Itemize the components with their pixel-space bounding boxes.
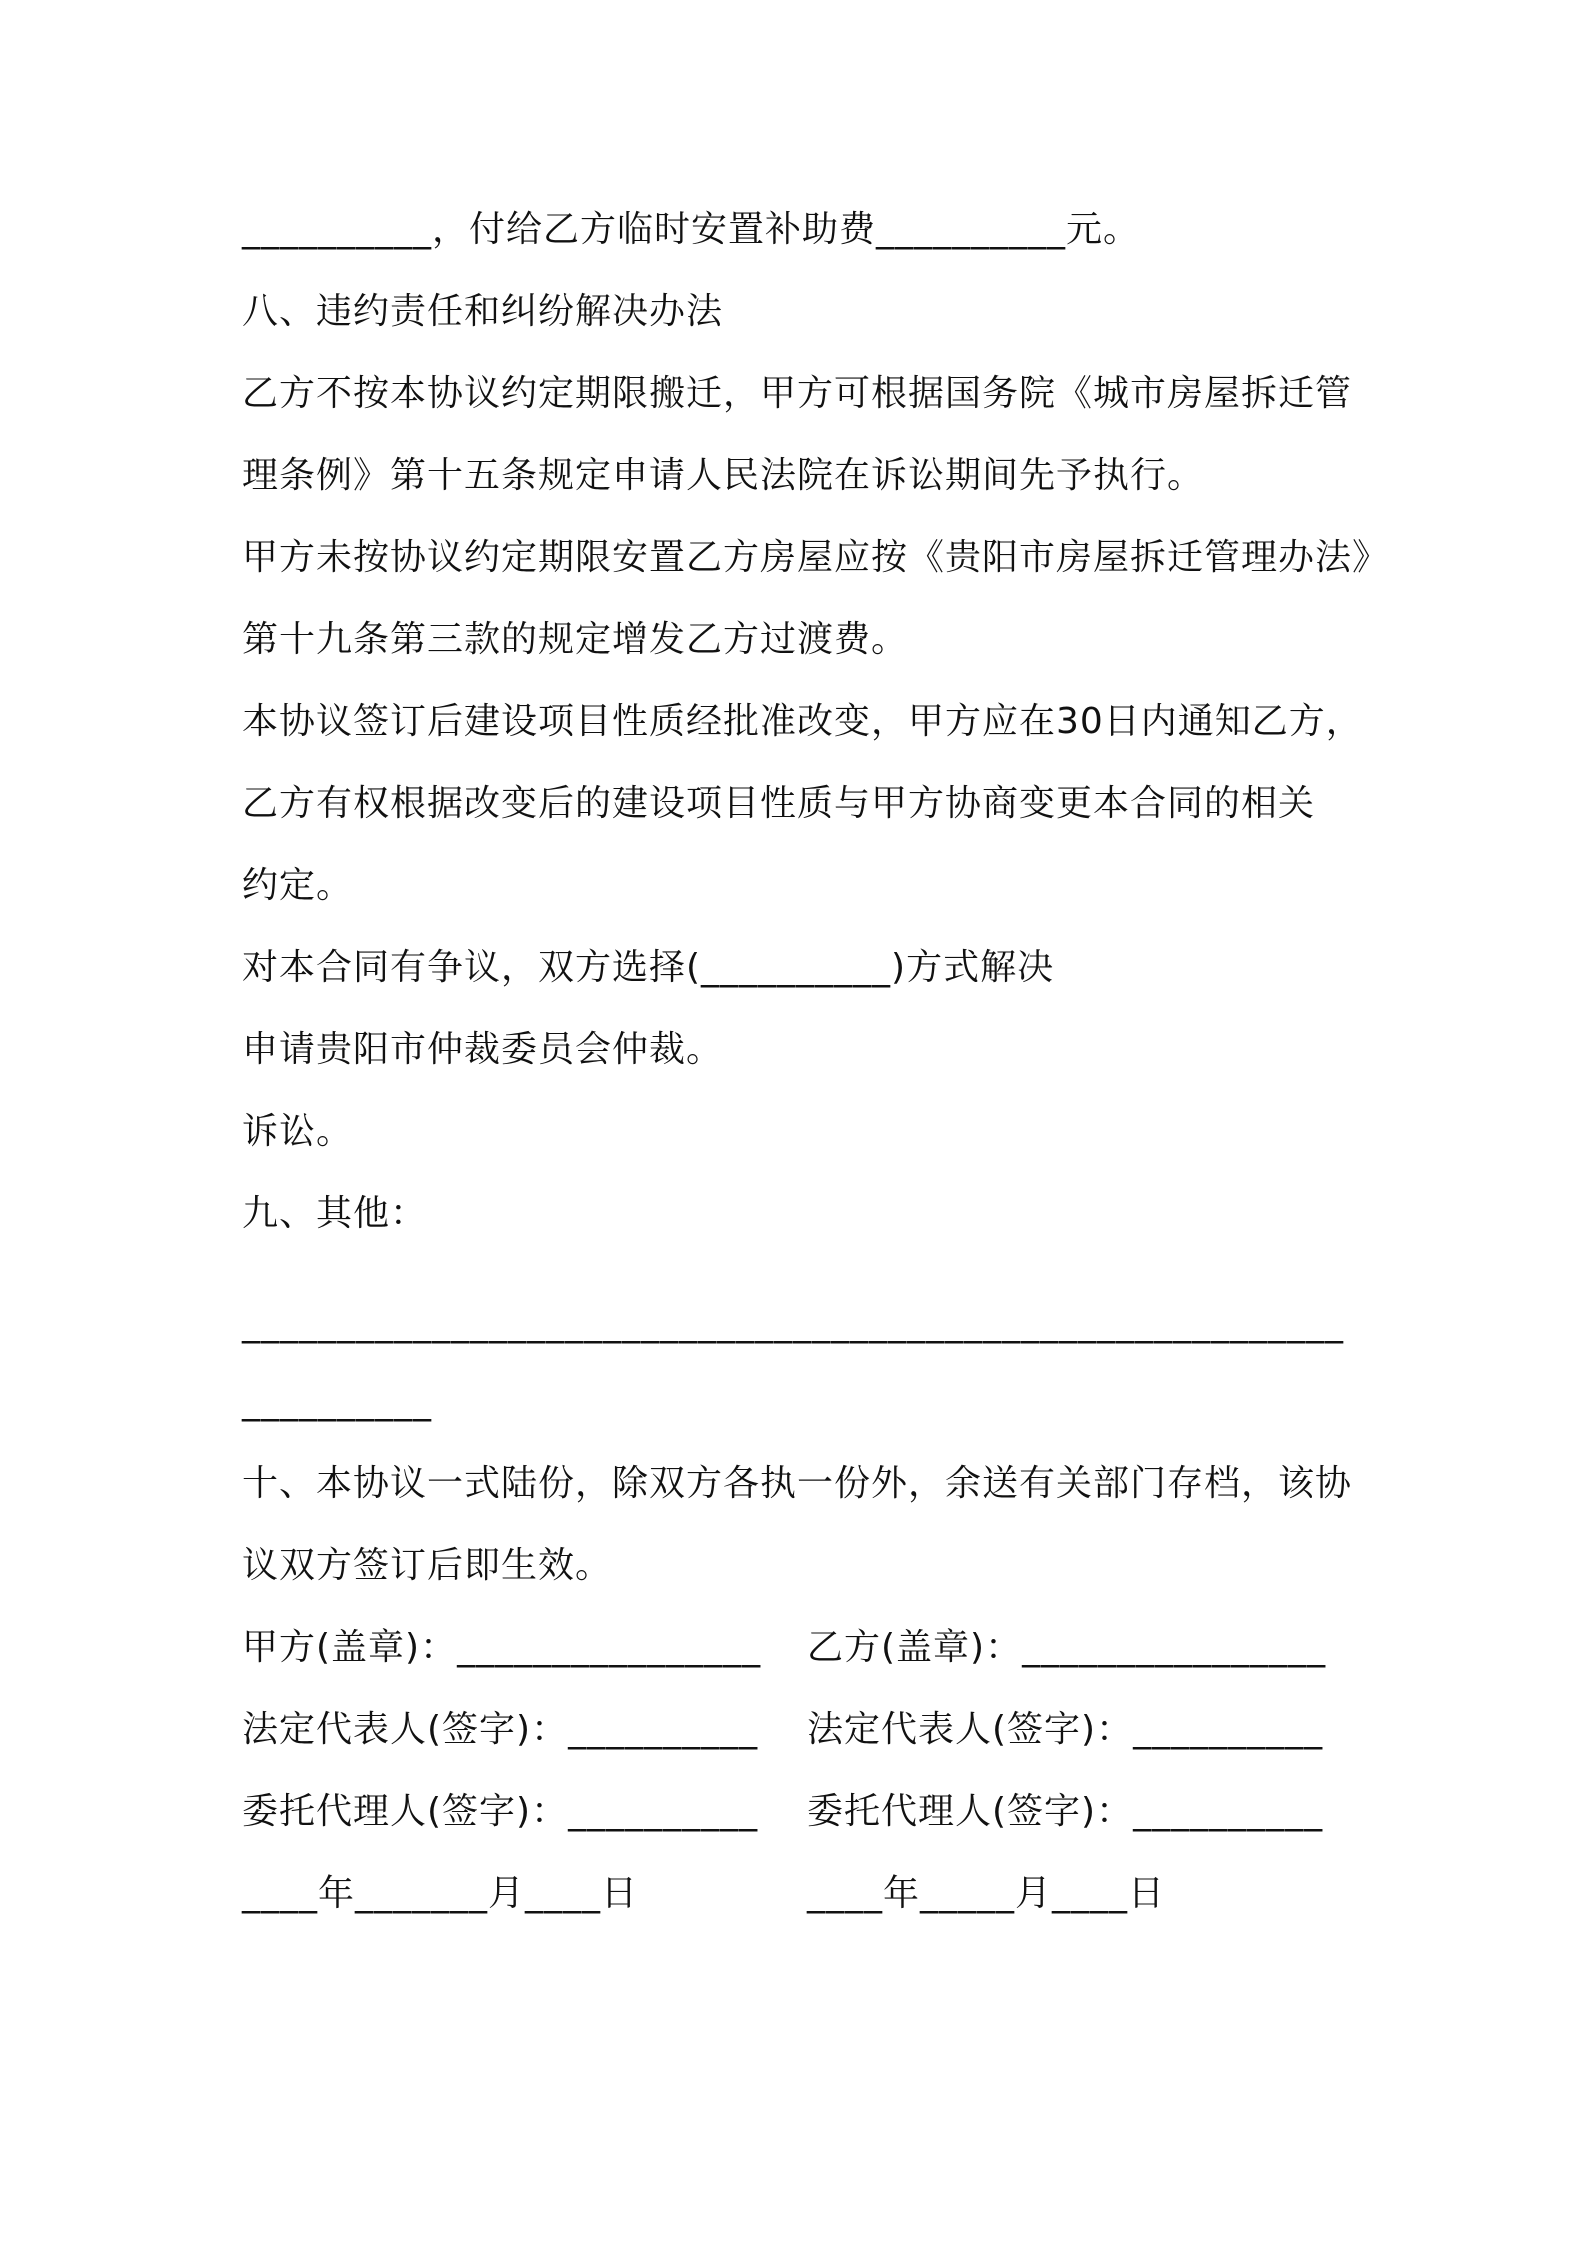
dispute-choice-line: 对本合同有争议，双方选择(__________)方式解决 [242,947,1055,988]
section-10-line: 十、本协议一式陆份，除双方各执一份外，余送有关部门存档，该协 [242,1463,1353,1504]
party-b-agent: 委托代理人(签字)：__________ [807,1791,1324,1832]
paragraph-line: 本协议签订后建设项目性质经批准改变，甲方应在30日内通知乙方， [242,701,1363,742]
compensation-line: __________，付给乙方临时安置补助费__________元。 [242,209,1141,250]
section-9-heading: 九、其他： [242,1193,428,1234]
party-b-seal: 乙方(盖章)：________________ [807,1627,1327,1668]
other-blank-line-short: __________ [242,1381,432,1422]
party-a-legal-rep: 法定代表人(签字)：__________ [242,1709,759,1750]
party-b-legal-rep: 法定代表人(签字)：__________ [807,1709,1324,1750]
paragraph-line: 约定。 [242,865,354,906]
paragraph-line: 乙方不按本协议约定期限搬迁，甲方可根据国务院《城市房屋拆迁管 [242,373,1353,414]
party-a-agent: 委托代理人(签字)：__________ [242,1791,759,1832]
paragraph-line: 第十九条第三款的规定增发乙方过渡费。 [242,619,909,660]
paragraph-line: 理条例》第十五条规定申请人民法院在诉讼期间先予执行。 [242,455,1205,496]
arbitration-option: 申请贵阳市仲裁委员会仲裁。 [242,1029,724,1070]
paragraph-line: 乙方有权根据改变后的建设项目性质与甲方协商变更本合同的相关 [242,783,1316,824]
party-a-date: ____年_______月____日 [242,1873,639,1914]
litigation-option: 诉讼。 [242,1111,354,1152]
paragraph-line: 甲方未按协议约定期限安置乙方房屋应按《贵阳市房屋拆迁管理办法》 [242,537,1390,578]
party-b-date: ____年_____月____日 [807,1873,1166,1914]
party-a-seal: 甲方(盖章)：________________ [242,1627,762,1668]
other-blank-line: __________________________________________________________ [242,1303,1344,1344]
section-10-line: 议双方签订后即生效。 [242,1545,613,1586]
section-8-heading: 八、违约责任和纠纷解决办法 [242,291,724,332]
